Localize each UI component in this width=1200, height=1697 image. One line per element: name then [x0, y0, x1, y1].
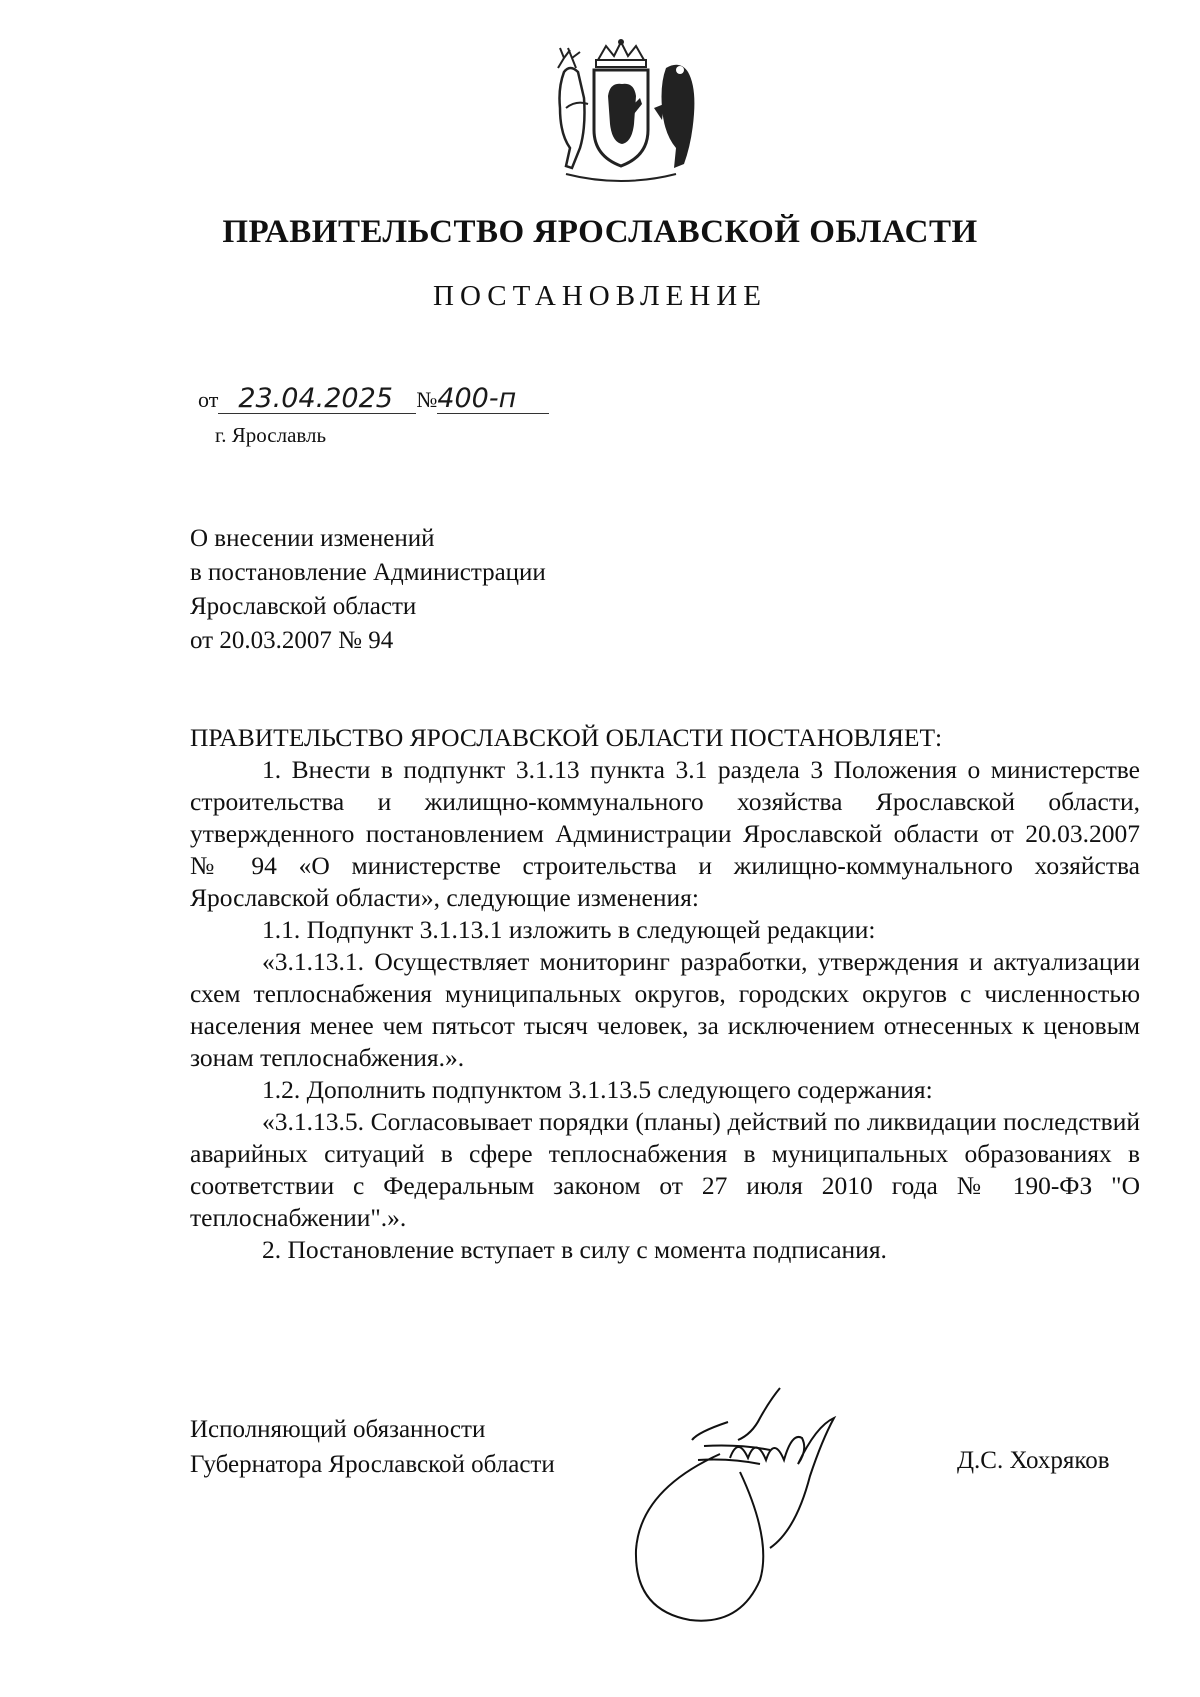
subject-line: Ярославской области [190, 593, 417, 620]
date-prefix: от [198, 387, 219, 412]
signatory-title [190, 1412, 555, 1482]
coat-of-arms-icon [536, 38, 706, 188]
paragraph-1-2-text: «3.1.13.5. Согласовывает порядки (планы) действий по ликвидации последствий аварийных ситуаций в сфере теплоснабжения в муниципальных образованиях в соответствии с Федеральным законом от 27 июля 2010 года № 190-ФЗ "О теплоснабжении".». [190, 1107, 1140, 1232]
registration-line [198, 383, 549, 414]
paragraph-1-1: 1.1. Подпункт 3.1.13.1 изложить в следующей редакции: [262, 915, 876, 944]
paragraph-1-2: 1.2. Дополнить подпунктом 3.1.13.5 следующего содержания: [262, 1075, 933, 1104]
government-title: ПРАВИТЕЛЬСТВО ЯРОСЛАВСКОЙ ОБЛАСТИ [222, 214, 978, 250]
document-body [190, 722, 1140, 1266]
number-prefix: № [416, 387, 438, 412]
paragraph-1-1-text: «3.1.13.1. Осуществляет мониторинг разработки, утверждения и актуализации схем теплоснабжения муниципальных округов, городских округов с численностью населения менее чем пятьсот тысяч человек, за исключением отнесенных к ценовым зонам теплоснабжения.». [190, 947, 1140, 1072]
document-type: ПОСТАНОВЛЕНИЕ [433, 280, 767, 312]
preamble: ПРАВИТЕЛЬСТВО ЯРОСЛАВСКОЙ ОБЛАСТИ ПОСТАНОВЛЯЕТ: [190, 723, 943, 752]
subject-line: от 20.03.2007 № 94 [190, 627, 394, 654]
paragraph-2: 2. Постановление вступает в силу с момента подписания. [262, 1235, 887, 1264]
subject-line: О внесении изменений [190, 525, 435, 552]
signatory-name: Д.С. Хохряков [957, 1447, 1110, 1474]
paragraph-1: 1. Внести в подпункт 3.1.13 пункта 3.1 раздела 3 Положения о министерстве строительства и жилищно-коммунального хозяйства Ярославской области, утвержденного постановлением Администрации Ярославской области от 20.03.2007 № 94 «О министерстве строительства и жилищно-коммунального хозяйства Ярославской области», следующие изменения: [190, 755, 1140, 912]
subject-block [190, 522, 546, 658]
signatory-title-line: Губернатора Ярославской области [190, 1451, 555, 1478]
signatory-title-line: Исполняющий обязанности [190, 1416, 486, 1443]
number-value: 400-п [437, 383, 517, 414]
city: г. Ярославль [215, 423, 327, 447]
subject-line: в постановление Администрации [190, 559, 546, 586]
date-value: 23.04.2025 [238, 383, 393, 414]
handwritten-signature-icon [620, 1380, 890, 1630]
